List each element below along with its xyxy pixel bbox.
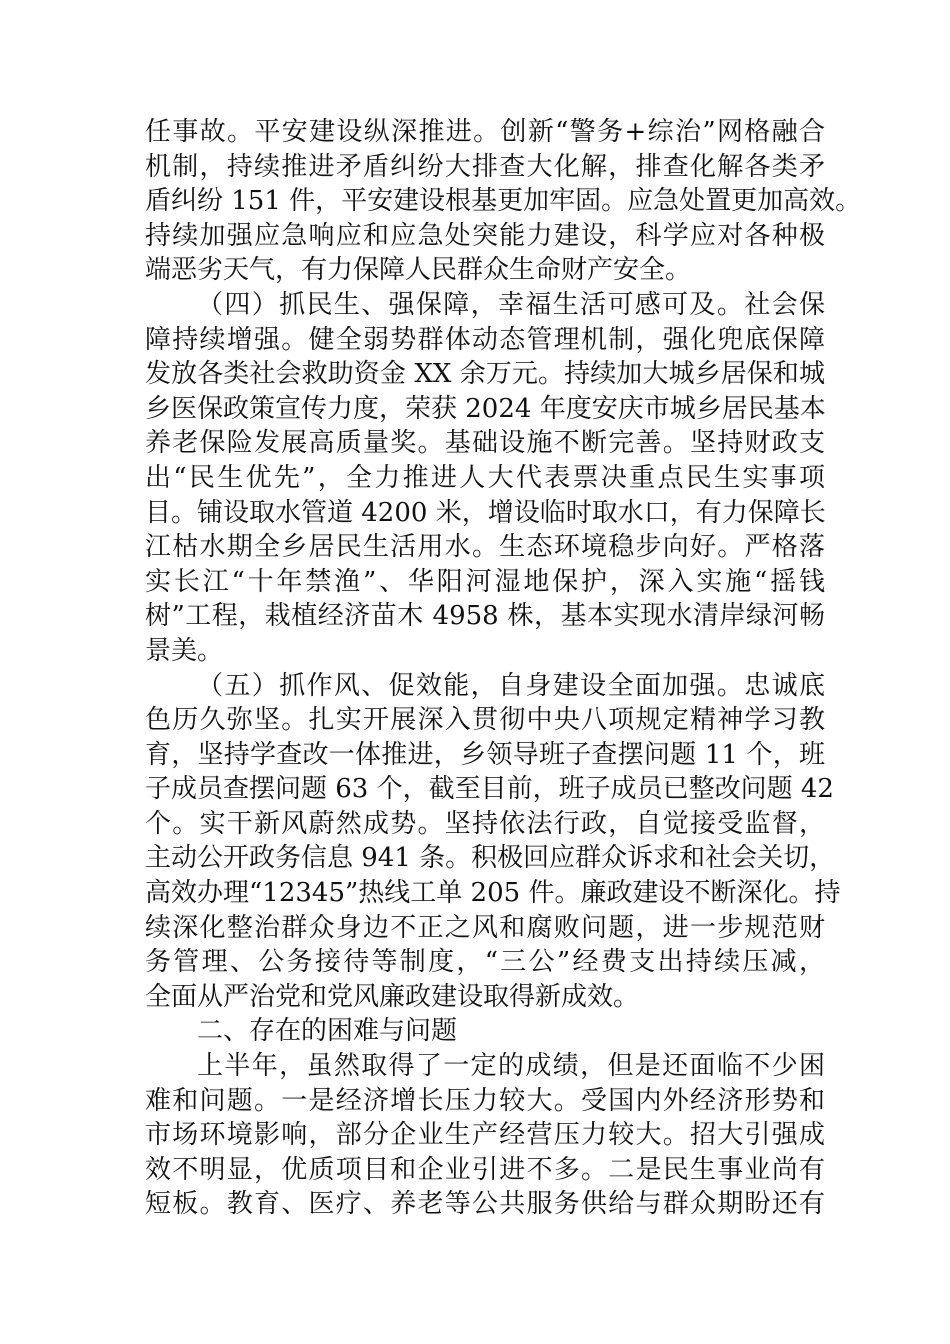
text-line: 实长江“十年禁渔”、华阳河湿地保护，深入实施“摇钱: [145, 566, 825, 597]
text-line: 机制，持续推进矛盾纠纷大排查大化解，排查化解各类矛: [145, 151, 825, 182]
text-line: 江枯水期全乡居民生活用水。生态环境稳步向好。严格落: [145, 532, 825, 563]
text-line: 务管理、公务接待等制度，“三公”经费支出持续压减，: [145, 947, 825, 978]
text-line: 难和问题。一是经济增长压力较大。受国内外经济形势和: [145, 1085, 825, 1116]
text-line: 端恶劣天气，有力保障人民群众生命财产安全。: [145, 255, 692, 286]
text-line: 子成员查摆问题 63 个，截至目前，班子成员已整改问题 42: [145, 774, 834, 805]
text-line: 全面从严治党和党风廉政建设取得新成效。: [145, 981, 640, 1012]
text-line: 目。铺设取水管道 4200 米，增设临时取水口，有力保障长: [145, 497, 826, 528]
document-body: [145, 115, 862, 1222]
text-line: （五）抓作风、促效能，自身建设全面加强。忠诚底: [197, 670, 825, 701]
text-line: 高效办理“12345”热线工单 205 件。廉政建设不断深化。持: [145, 878, 841, 909]
text-line: 景美。: [145, 635, 224, 666]
text-line: 盾纠纷 151 件，平安建设根基更加牢固。应急处置更加高效。: [145, 186, 862, 217]
text-line: 障持续增强。健全弱势群体动态管理机制，强化兜底保障: [145, 324, 825, 355]
text-line: 上半年，虽然取得了一定的成绩，但是还面临不少困: [197, 1051, 825, 1082]
section-heading: 二、存在的困难与问题: [197, 1016, 458, 1047]
text-line: （四）抓民生、强保障，幸福生活可感可及。社会保: [197, 289, 825, 320]
text-line: 短板。教育、医疗、养老等公共服务供给与群众期盼还有: [145, 1189, 825, 1220]
text-line: 色历久弥坚。扎实开展深入贯彻中央八项规定精神学习教: [145, 705, 825, 736]
text-line: 养老保险发展高质量奖。基础设施不断完善。坚持财政支: [145, 428, 825, 459]
text-line: 续深化整治群众身边不正之风和腐败问题，进一步规范财: [145, 912, 825, 943]
text-line: 任事故。平安建设纵深推进。创新“警务+综治”网格融合: [145, 117, 825, 147]
text-line: 个。实干新风蔚然成势。坚持依法行政，自觉接受监督，: [145, 808, 825, 839]
text-line: 育，坚持学查改一体推进，乡领导班子查摆问题 11 个，班: [145, 739, 825, 770]
text-line: 主动公开政务信息 941 条。积极回应群众诉求和社会关切，: [145, 843, 836, 874]
text-line: 出“民生优先”，全力推进人大代表票决重点民生实事项: [145, 462, 825, 493]
text-line: 乡医保政策宣传力度，荣获 2024 年度安庆市城乡居民基本: [145, 393, 826, 424]
text-line: 效不明显，优质项目和企业引进不多。二是民生事业尚有: [145, 1154, 825, 1185]
text-line: 市场环境影响，部分企业生产经营压力较大。招大引强成: [145, 1120, 825, 1151]
text-line: 发放各类社会救助资金 XX 余万元。持续加大城乡居保和城: [145, 359, 825, 390]
text-line: 持续加强应急响应和应急处突能力建设，科学应对各种极: [145, 220, 825, 251]
text-line: 树”工程，栽植经济苗木 4958 株，基本实现水清岸绿河畅: [145, 601, 825, 632]
